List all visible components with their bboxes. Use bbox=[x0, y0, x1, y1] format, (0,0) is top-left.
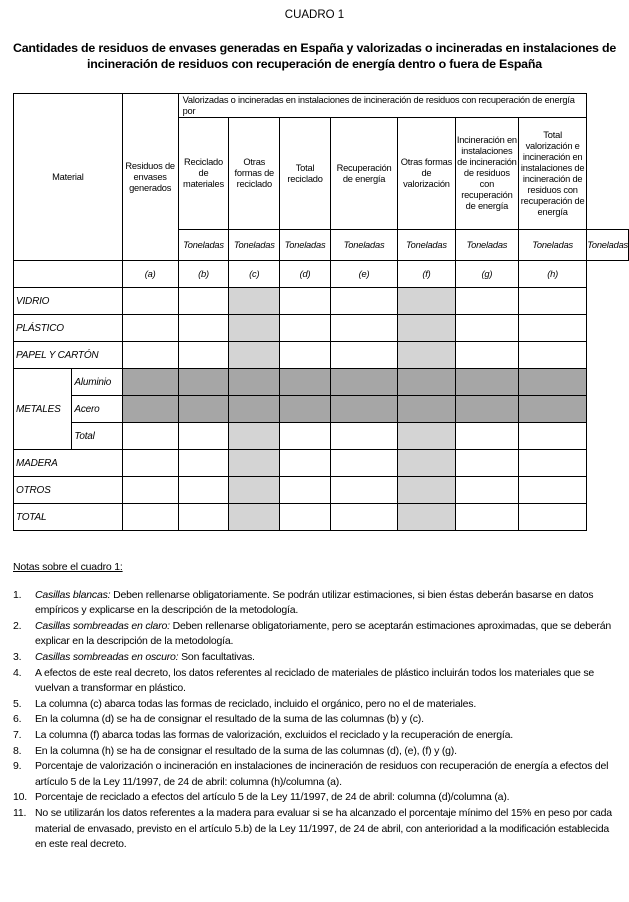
note-number: 5. bbox=[13, 697, 22, 710]
table-cell bbox=[455, 477, 518, 504]
unit-a: Toneladas bbox=[178, 230, 229, 261]
unit-d: Toneladas bbox=[330, 230, 397, 261]
note-text: En la columna (h) se ha de consignar el resultado de la suma de las columnas (d), (e), (f) y (g). bbox=[35, 744, 457, 757]
note-text: Porcentaje de valorización o incineración en instalaciones de incineración de residuos con recuperación de energía a efectos del artículo 5 de la Ley 11/1997, de 24 de abril: columna (h)/columna (a). bbox=[35, 760, 609, 788]
note-item bbox=[13, 697, 619, 713]
col-header-f: Otras formas de valorización bbox=[398, 118, 456, 230]
notes-section bbox=[13, 560, 619, 853]
table-cell bbox=[122, 450, 178, 477]
table-cell bbox=[330, 315, 397, 342]
table-cell bbox=[455, 342, 518, 369]
row-label-papel: PAPEL Y CARTÓN bbox=[14, 342, 123, 369]
group-header: Valorizadas o incineradas en instalaciones de incineración de residuos con recuperación de energía por bbox=[178, 94, 587, 118]
table-cell bbox=[330, 396, 397, 423]
col-header-c: Otras formas de reciclado bbox=[229, 118, 280, 230]
note-number: 6. bbox=[13, 713, 22, 726]
letters-label-cell bbox=[14, 261, 123, 288]
table-cell bbox=[122, 369, 178, 396]
letter-g: (g) bbox=[455, 261, 518, 288]
table-cell bbox=[229, 423, 280, 450]
letter-b: (b) bbox=[178, 261, 229, 288]
table-cell bbox=[398, 342, 456, 369]
note-item bbox=[13, 806, 619, 853]
table-cell bbox=[398, 450, 456, 477]
table-cell bbox=[330, 342, 397, 369]
letter-d: (d) bbox=[280, 261, 331, 288]
col-header-g: Incineración en instalaciones de incineración de residuos con recuperación de energía bbox=[455, 118, 518, 230]
table-row bbox=[14, 477, 629, 504]
table-cell bbox=[398, 288, 456, 315]
unit-b: Toneladas bbox=[229, 230, 280, 261]
note-item bbox=[13, 650, 619, 666]
table-cell bbox=[455, 315, 518, 342]
table-cell bbox=[229, 315, 280, 342]
letter-f: (f) bbox=[398, 261, 456, 288]
table-cell bbox=[229, 369, 280, 396]
note-item bbox=[13, 790, 619, 806]
note-item bbox=[13, 666, 619, 697]
table-row bbox=[14, 288, 629, 315]
table-cell bbox=[280, 342, 331, 369]
table-cell bbox=[519, 315, 587, 342]
table-cell bbox=[280, 504, 331, 531]
table-cell bbox=[398, 369, 456, 396]
table-cell bbox=[519, 450, 587, 477]
table-cell bbox=[178, 396, 229, 423]
note-emphasis: Casillas blancas: bbox=[35, 588, 111, 601]
letter-e: (e) bbox=[330, 261, 397, 288]
row-label-plastico: PLÁSTICO bbox=[14, 315, 123, 342]
note-number: 9. bbox=[13, 760, 22, 773]
note-item bbox=[13, 759, 619, 790]
table-cell bbox=[519, 423, 587, 450]
table-cell bbox=[280, 450, 331, 477]
generated-header: Residuos de envases generados bbox=[122, 94, 178, 261]
table-cell bbox=[455, 369, 518, 396]
note-text: Deben rellenarse obligatoriamente, pero se aceptarán estimaciones aproximadas, que se deberán explicar en la descripción de la metodología. bbox=[35, 619, 612, 648]
table-cell bbox=[178, 288, 229, 315]
note-text: A efectos de este real decreto, los datos referentes al reciclado de materiales de plástico incluirán todos los materiales que se vuelvan a transformar en plástico. bbox=[35, 666, 595, 695]
row-label-aluminio: Aluminio bbox=[72, 369, 122, 396]
table-cell bbox=[229, 396, 280, 423]
table-cell bbox=[330, 423, 397, 450]
table-cell bbox=[455, 288, 518, 315]
table-row bbox=[14, 504, 629, 531]
table-cell bbox=[398, 396, 456, 423]
notes-title: Notas sobre el cuadro 1: bbox=[13, 561, 123, 573]
unit-c: Toneladas bbox=[280, 230, 331, 261]
table-cell bbox=[455, 396, 518, 423]
note-number: 4. bbox=[13, 666, 22, 679]
table-cell bbox=[398, 423, 456, 450]
table-cell bbox=[229, 288, 280, 315]
table-row bbox=[14, 450, 629, 477]
note-number: 10. bbox=[13, 791, 27, 804]
table-cell bbox=[398, 504, 456, 531]
note-text: En la columna (d) se ha de consignar el resultado de la suma de las columnas (b) y (c). bbox=[35, 713, 424, 726]
table-cell bbox=[178, 369, 229, 396]
table-cell bbox=[122, 288, 178, 315]
table-cell bbox=[330, 477, 397, 504]
note-item bbox=[13, 728, 619, 744]
table-cell bbox=[280, 396, 331, 423]
table-cell bbox=[519, 396, 587, 423]
note-text: No se utilizarán los datos referentes a la madera para evaluar si se ha alcanzado el porcentaje mínimo del 15% en peso por cada material de envasado, previsto en el artículo 5.b) de la Ley 11/1997, de 24 de abril, con anterioridad a la modificación establecida en este real decreto. bbox=[35, 806, 612, 851]
unit-g: Toneladas bbox=[519, 230, 587, 261]
table-cell bbox=[229, 477, 280, 504]
table-cell bbox=[519, 369, 587, 396]
table-row bbox=[14, 342, 629, 369]
table-row bbox=[14, 315, 629, 342]
table-cell bbox=[519, 504, 587, 531]
table-cell bbox=[178, 450, 229, 477]
col-header-b: Reciclado de materiales bbox=[178, 118, 229, 230]
note-number: 11. bbox=[13, 806, 27, 819]
table-cell bbox=[330, 504, 397, 531]
table-cell bbox=[280, 369, 331, 396]
table-cell bbox=[280, 423, 331, 450]
table-cell bbox=[519, 342, 587, 369]
table-cell bbox=[229, 450, 280, 477]
row-label-total-metales: Total bbox=[72, 423, 122, 450]
letter-h: (h) bbox=[519, 261, 587, 288]
note-text: Son facultativas. bbox=[178, 650, 255, 663]
note-number: 2. bbox=[13, 619, 22, 632]
table-cell bbox=[455, 423, 518, 450]
row-label-otros: OTROS bbox=[14, 477, 123, 504]
table-cell bbox=[122, 342, 178, 369]
note-number: 1. bbox=[13, 588, 22, 601]
note-number: 3. bbox=[13, 650, 22, 663]
document-title: Cantidades de residuos de envases generadas en España y valorizadas o incineradas en instalaciones de incineración de residuos con recuperación de energía dentro o fuera de España bbox=[12, 41, 617, 71]
table-cell bbox=[229, 342, 280, 369]
table-cell bbox=[280, 477, 331, 504]
note-text: Deben rellenarse obligatoriamente. Se podrán utilizar estimaciones, si bien éstas deberán basarse en datos empíricos y explicarse en la descripción de la metodología. bbox=[35, 588, 594, 617]
unit-f: Toneladas bbox=[455, 230, 518, 261]
note-emphasis: Casillas sombreadas en claro: bbox=[35, 619, 170, 632]
note-emphasis: Casillas sombreadas en oscuro: bbox=[35, 650, 179, 663]
table-cell bbox=[280, 288, 331, 315]
row-label-total: TOTAL bbox=[14, 504, 123, 531]
cuadro-heading: CUADRO 1 bbox=[284, 9, 345, 21]
table-cell bbox=[122, 423, 178, 450]
table-row bbox=[14, 369, 629, 396]
note-item bbox=[13, 588, 619, 619]
col-header-d: Total reciclado bbox=[280, 118, 331, 230]
row-label-vidrio: VIDRIO bbox=[14, 288, 123, 315]
table-cell bbox=[178, 342, 229, 369]
note-number: 8. bbox=[13, 744, 22, 757]
row-label-acero: Acero bbox=[72, 396, 122, 423]
table-cell bbox=[178, 423, 229, 450]
letter-a: (a) bbox=[122, 261, 178, 288]
note-item bbox=[13, 619, 619, 650]
table-cell bbox=[455, 504, 518, 531]
table-cell bbox=[122, 477, 178, 504]
unit-e: Toneladas bbox=[398, 230, 456, 261]
col-header-e: Recuperación de energía bbox=[330, 118, 397, 230]
unit-h: Toneladas bbox=[587, 230, 629, 261]
note-item bbox=[13, 712, 619, 728]
row-label-metales: METALES bbox=[14, 369, 72, 450]
table-cell bbox=[229, 504, 280, 531]
note-text: Porcentaje de reciclado a efectos del artículo 5 de la Ley 11/1997, de 24 de abril: columna (d)/columna (a). bbox=[35, 791, 510, 804]
table-cell bbox=[398, 477, 456, 504]
table-cell bbox=[178, 477, 229, 504]
table-cell bbox=[398, 315, 456, 342]
table-cell bbox=[122, 315, 178, 342]
table-cell bbox=[519, 288, 587, 315]
col-header-h: Total valorización e incineración en instalaciones de incineración de residuos con recuperación de energía bbox=[519, 118, 587, 230]
table-cell bbox=[455, 450, 518, 477]
note-text: La columna (f) abarca todas las formas de valorización, excluidos el reciclado y la recuperación de energía. bbox=[35, 728, 513, 741]
table-row bbox=[14, 396, 629, 423]
note-number: 7. bbox=[13, 728, 22, 741]
table-cell bbox=[178, 504, 229, 531]
table-cell bbox=[280, 315, 331, 342]
table-cell bbox=[178, 315, 229, 342]
table-cell bbox=[330, 369, 397, 396]
table-cell bbox=[122, 504, 178, 531]
row-label-madera: MADERA bbox=[14, 450, 123, 477]
letter-c: (c) bbox=[229, 261, 280, 288]
table-row bbox=[14, 423, 629, 450]
note-text: La columna (c) abarca todas las formas de reciclado, incluido el orgánico, pero no el de materiales. bbox=[35, 697, 477, 710]
table-cell bbox=[519, 477, 587, 504]
note-item bbox=[13, 744, 619, 760]
table-cell bbox=[122, 396, 178, 423]
material-header: Material bbox=[14, 94, 123, 261]
table-cell bbox=[330, 450, 397, 477]
table-cell bbox=[330, 288, 397, 315]
waste-table bbox=[13, 93, 629, 531]
